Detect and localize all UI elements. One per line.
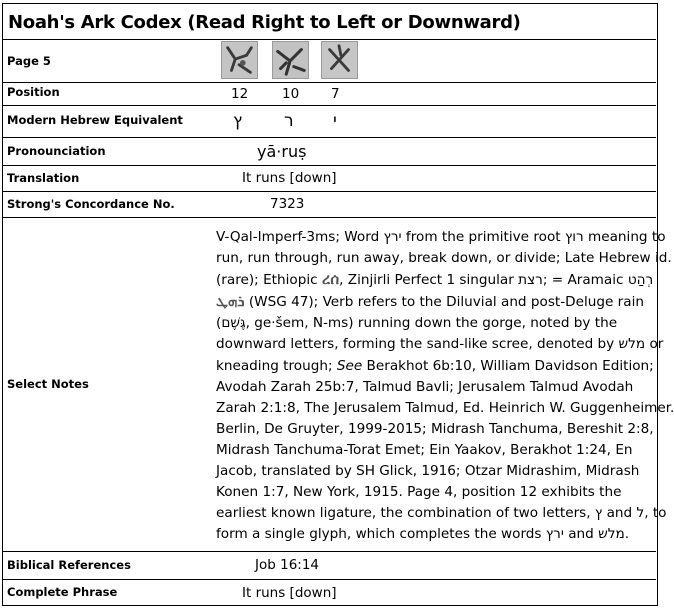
select-notes-text: [216, 227, 674, 545]
notes-line: ܪܗܛ (WSG 47); Verb refers to the Diluvial and post-Deluge rain: [216, 291, 656, 313]
notes-line: Berlin, De Gruyter, 1999-2015; Midrash Tanchuma, Bereshit 2:8,: [216, 420, 654, 437]
row-divider: [3, 105, 656, 106]
hebrew-letter: ץ: [233, 111, 243, 131]
page-title: Noah's Ark Codex (Read Right to Left or Downward): [8, 12, 521, 33]
row-divider: [3, 579, 656, 580]
label-complete-phrase: Complete Phrase: [7, 585, 118, 599]
label-biblical-references: Biblical References: [7, 558, 131, 572]
row-divider: [3, 39, 656, 40]
codex-glyph-7-icon: [321, 41, 358, 79]
notes-line: (rare); Ethiopic ረሰ, Zinjirli Perfect 1 singular רצת; = Aramaic רְהַט: [216, 269, 656, 291]
notes-line: Zarah 2:1:8, The Jerusalem Talmud, Ed. Heinrich W. Guggenheimer.: [216, 399, 674, 416]
label-translation: Translation: [7, 171, 80, 185]
biblical-reference-value: Job 16:14: [255, 557, 320, 573]
codex-glyph-12-icon: [221, 41, 258, 79]
label-select-notes: Select Notes: [7, 377, 89, 391]
hebrew-letter: י: [333, 111, 337, 131]
label-modern-hebrew: Modern Hebrew Equivalent: [7, 113, 183, 127]
strongs-number: 7323: [270, 196, 305, 212]
row-divider: [3, 551, 656, 552]
row-divider: [3, 82, 656, 83]
notes-line: Konen 1:7, New York, 1915. Page 4, position 12 exhibits the: [216, 484, 622, 501]
label-pronunciation: Pronounciation: [7, 144, 106, 158]
label-page: Page 5: [7, 54, 51, 68]
row-divider: [3, 217, 656, 218]
pronunciation-value: yā·ruṣ: [257, 142, 307, 161]
position-value: 12: [231, 86, 249, 102]
position-value: 10: [282, 86, 300, 102]
notes-line: (גֶּשֶׁם, ge·šem, N-ms) running down the gorge, noted by the: [216, 315, 618, 332]
label-position: Position: [7, 85, 60, 99]
notes-line: V-Qal-Imperf-3ms; Word ירץ from the primitive root רוץ meaning to: [216, 229, 666, 245]
row-divider: [3, 165, 656, 166]
row-divider: [3, 191, 656, 192]
notes-line: form a single glyph, which completes the words ירץ and מלש.: [216, 526, 630, 543]
ethiopic-script-icon: ረሰ: [321, 270, 340, 289]
complete-phrase-value: It runs [down]: [242, 585, 337, 601]
notes-line: Avodah Zarah 25b:7, Talmud Bavli; Jerusalem Talmud Avodah: [216, 378, 634, 395]
notes-line: kneading trough; See Berakhot 6b:10, William Davidson Edition;: [216, 357, 654, 374]
syriac-script-icon: ܪܗܛ: [216, 292, 245, 311]
position-value: 7: [331, 86, 340, 102]
hebrew-letter: ר: [284, 111, 294, 131]
notes-line: downward letters, forming the sand-like scree, denoted by מלש or: [216, 336, 664, 353]
notes-line: Jacob, translated by SH Glick, 1916; Otzar Midrashim, Midrash: [216, 463, 640, 480]
notes-line: Midrash Tanchuma-Torat Emet; Ein Yaakov, Berakhot 1:24, En: [216, 441, 633, 458]
row-divider: [3, 137, 656, 138]
codex-glyph-10-icon: [272, 41, 309, 79]
label-strongs: Strong's Concordance No.: [7, 197, 175, 211]
translation-value: It runs [down]: [242, 170, 337, 186]
notes-line: earliest known ligature, the combination of two letters, ץ and ל, to: [216, 505, 667, 522]
notes-line: run, run through, run away, break down, or divide; Late Hebrew id.: [216, 250, 672, 267]
